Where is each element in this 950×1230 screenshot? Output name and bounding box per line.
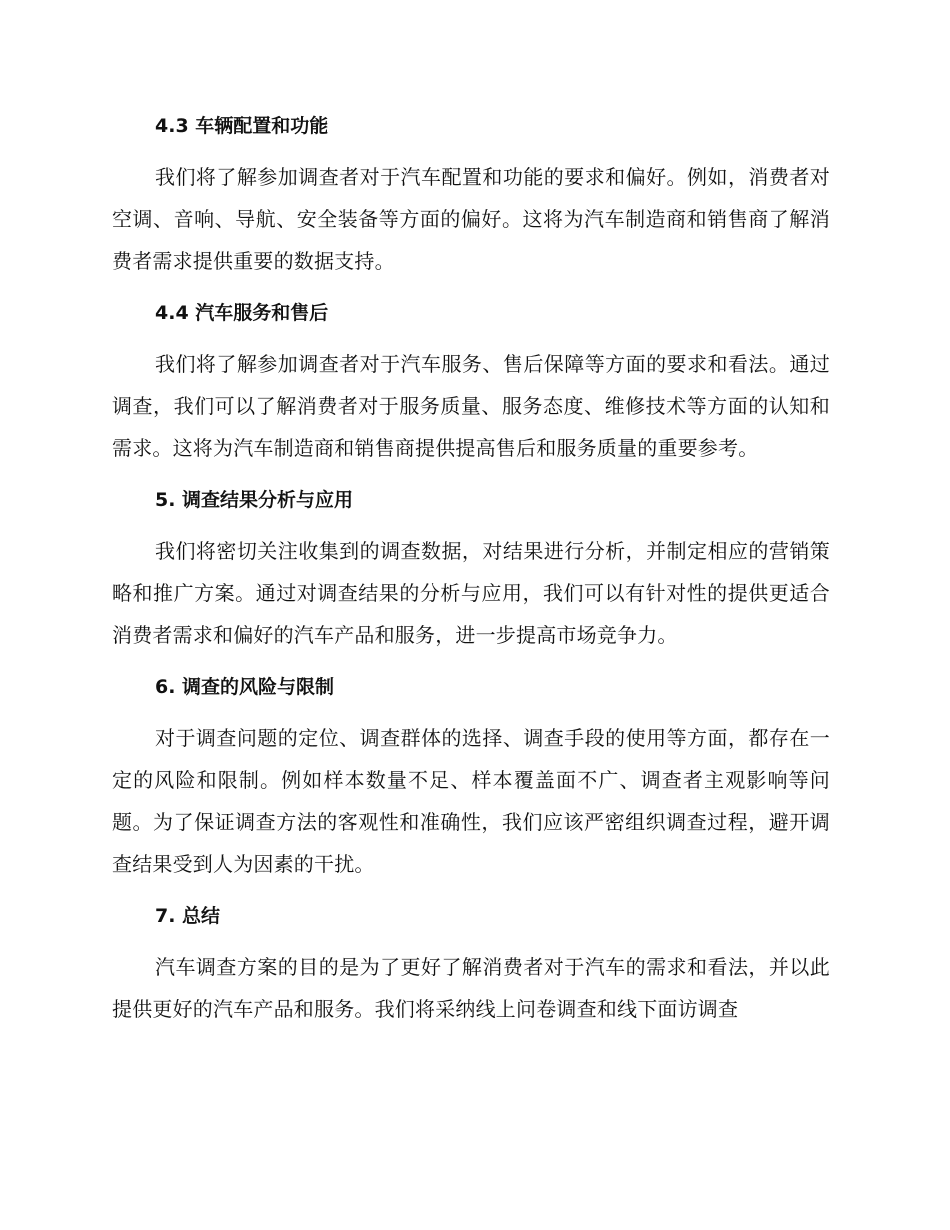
section-heading-4-4: 4.4 汽车服务和售后 bbox=[155, 302, 329, 324]
section-heading-5: 5. 调查结果分析与应用 bbox=[155, 489, 354, 511]
section-paragraph-5: 我们将密切关注收集到的调查数据，对结果进行分析，并制定相应的营销策略和推广方案。通过对调查结果的分析与应用，我们可以有针对性的提供更适合消费者需求和偏好的汽车产品和服务，进一步提高市场竞争力。 bbox=[112, 539, 830, 647]
section-heading-6: 6. 调查的风险与限制 bbox=[155, 676, 335, 698]
section-paragraph-4-3: 我们将了解参加调查者对于汽车配置和功能的要求和偏好。例如，消费者对空调、音响、导航、安全装备等方面的偏好。这将为汽车制造商和销售商了解消费者需求提供重要的数据支持。 bbox=[112, 165, 830, 273]
section-heading-7: 7. 总结 bbox=[155, 905, 221, 927]
section-paragraph-6: 对于调查问题的定位、调查群体的选择、调查手段的使用等方面，都存在一定的风险和限制。例如样本数量不足、样本覆盖面不广、调查者主观影响等问题。为了保证调查方法的客观性和准确性，我们应该严密组织调查过程，避开调查结果受到人为因素的干扰。 bbox=[112, 726, 830, 876]
section-paragraph-4-4: 我们将了解参加调查者对于汽车服务、售后保障等方面的要求和看法。通过调查，我们可以了解消费者对于服务质量、服务态度、维修技术等方面的认知和需求。这将为汽车制造商和销售商提供提高售后和服务质量的重要参考。 bbox=[112, 352, 830, 460]
section-heading-4-3: 4.3 车辆配置和功能 bbox=[155, 115, 329, 137]
document-page bbox=[112, 110, 830, 1045]
section-paragraph-7: 汽车调查方案的目的是为了更好了解消费者对于汽车的需求和看法，并以此提供更好的汽车产品和服务。我们将采纳线上问卷调查和线下面访调查 bbox=[112, 955, 830, 1021]
